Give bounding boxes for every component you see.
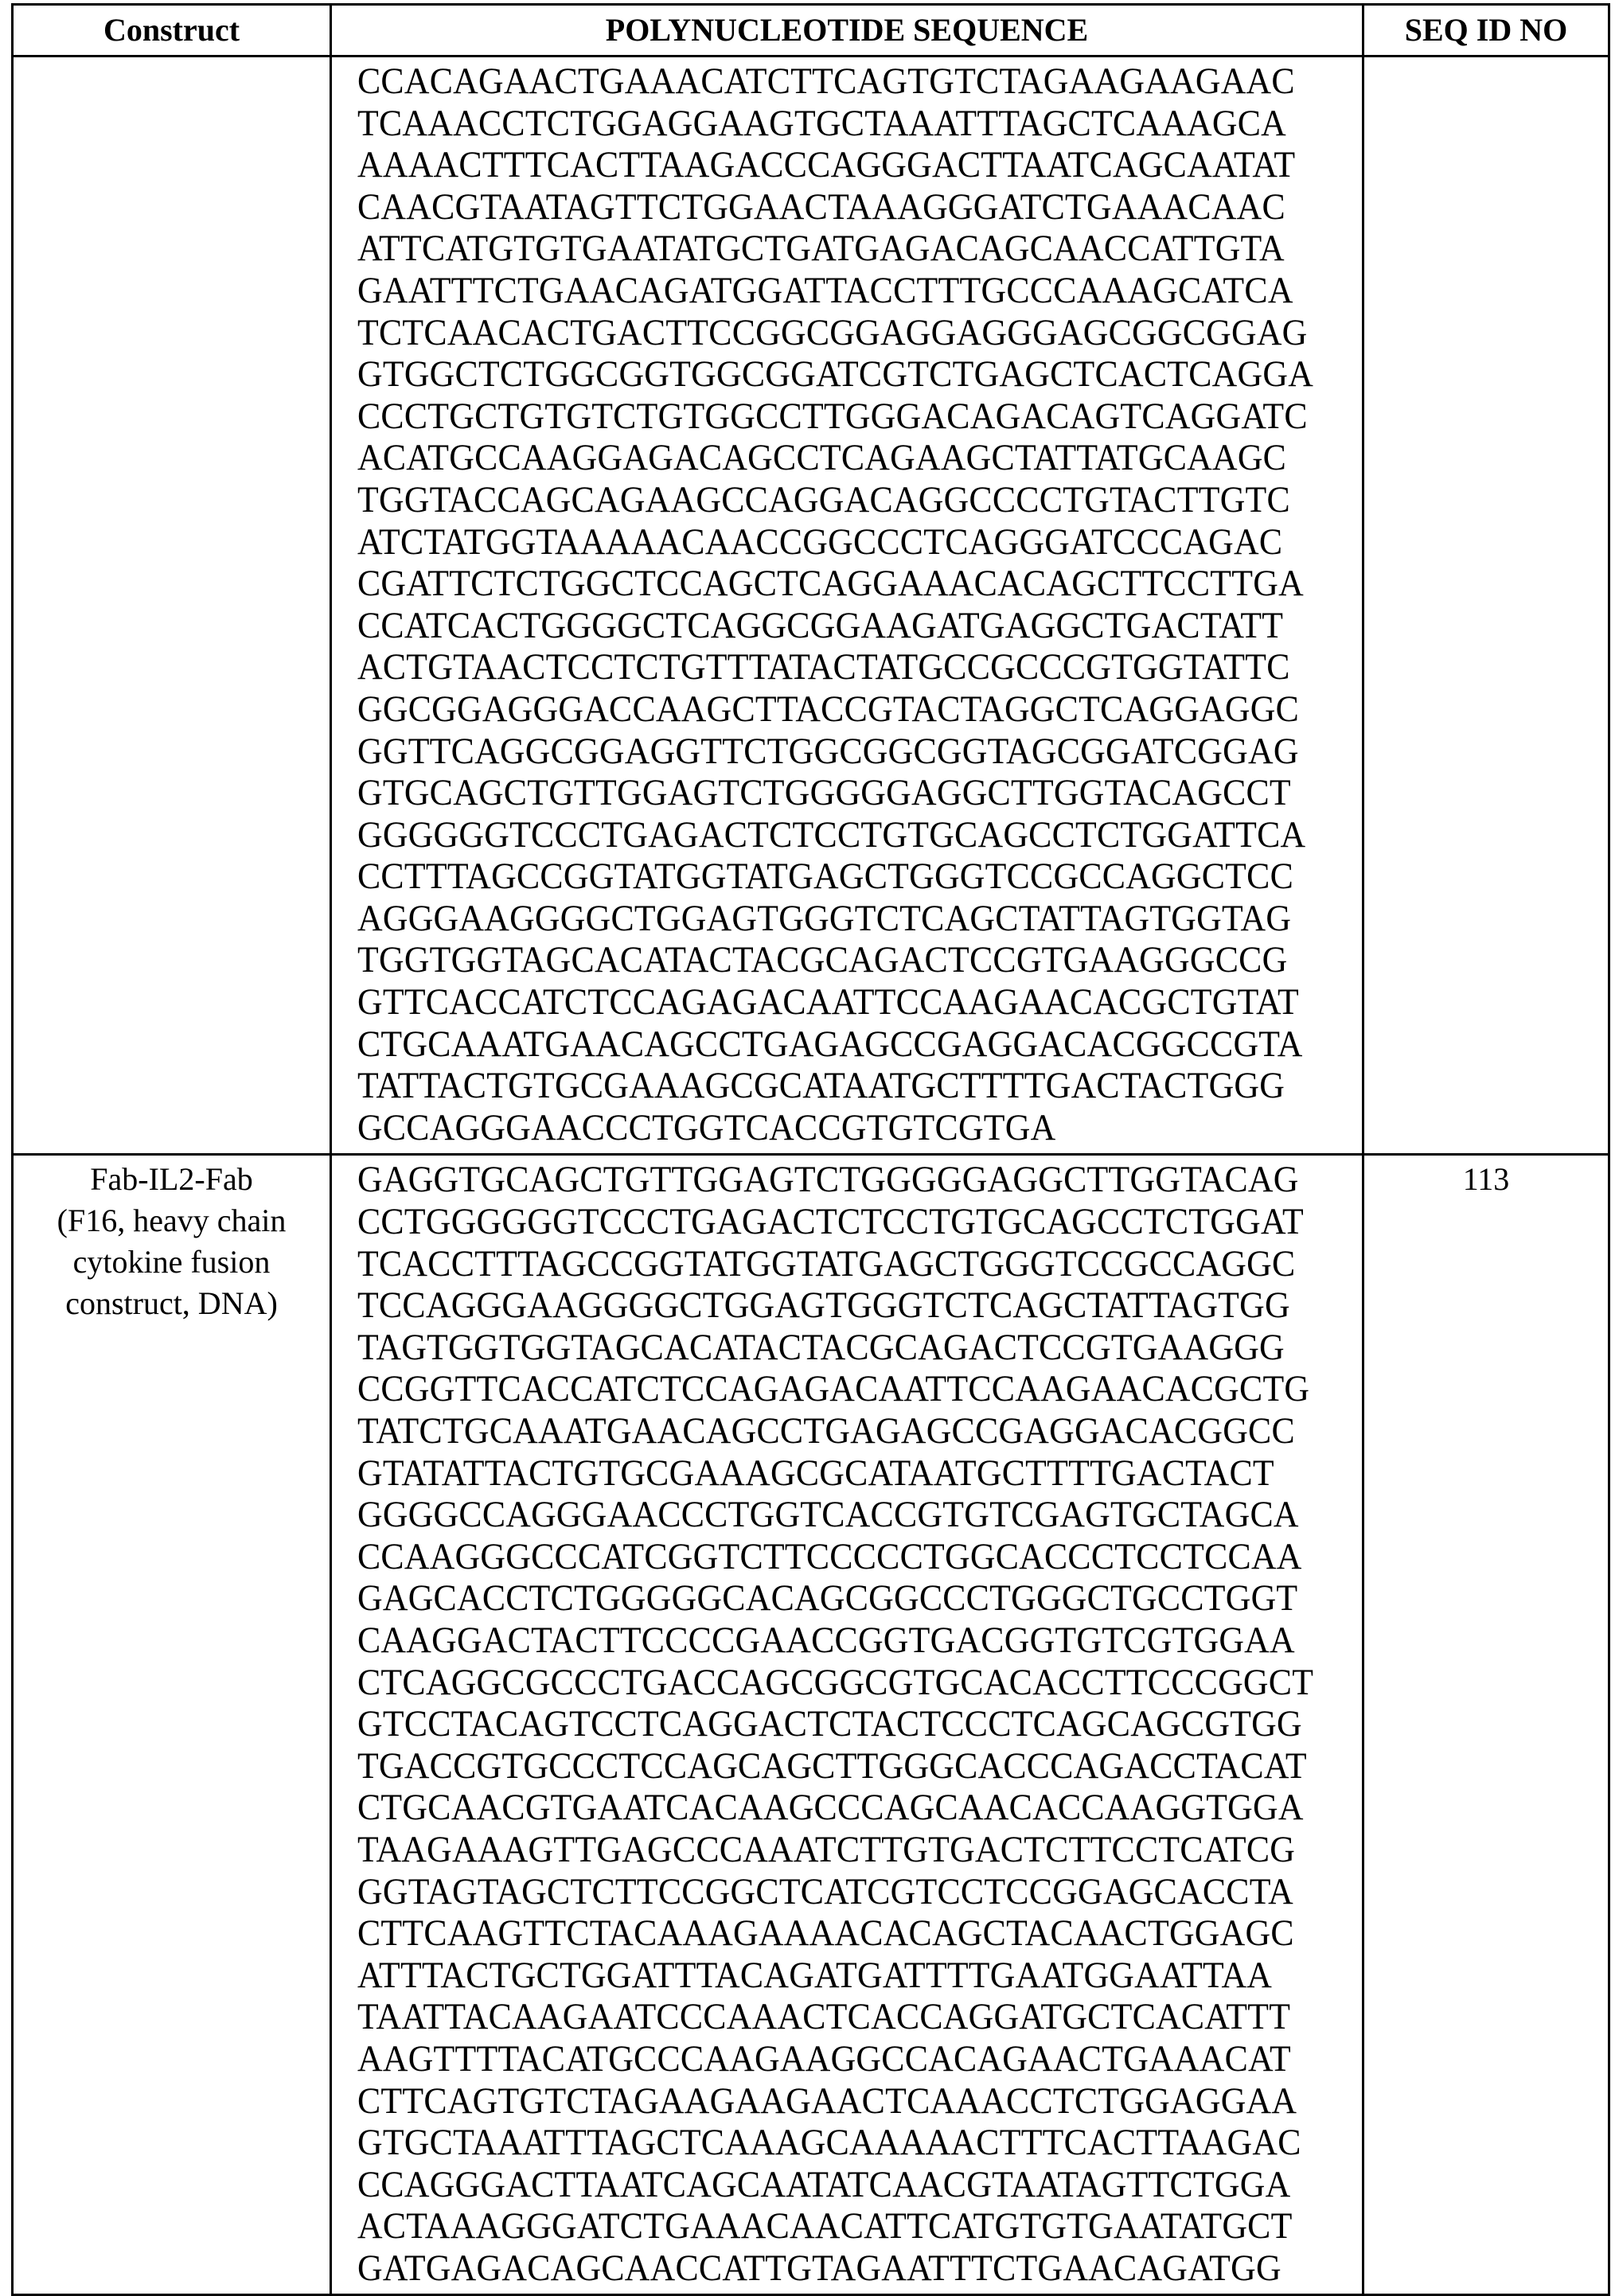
sequence-line: TATCTGCAAATGAACAGCCTGAGAGCCGAGGACACGGCC (357, 1410, 1292, 1452)
sequence-line: AAAACTTTCACTTAAGACCCAGGGACTTAATCAGCAATAT (357, 144, 1292, 186)
sequence-line: GTATATTACTGTGCGAAAGCGCATAATGCTTTTGACTACT (357, 1452, 1292, 1495)
sequence-line: CCTTTAGCCGGTATGGTATGAGCTGGGTCCGCCAGGCTCC (357, 856, 1292, 898)
sequence-cell (331, 57, 1363, 1155)
sequence-line: GCCAGGGAACCCTGGTCACCGTGTCGTGA (357, 1107, 1292, 1149)
sequence-line: GGGGCCAGGGAACCCTGGTCACCGTGTCGAGTGCTAGCA (357, 1494, 1292, 1536)
sequence-line: GAGCACCTCTGGGGGCACAGCGGCCCTGGGCTGCCTGGT (357, 1577, 1292, 1620)
sequence-line: ATTCATGTGTGAATATGCTGATGAGACAGCAACCATTGTA (357, 228, 1292, 270)
sequence-line: CGATTCTCTGGCTCCAGCTCAGGAAACACAGCTTCCTTGA (357, 563, 1292, 605)
sequence-line: TATTACTGTGCGAAAGCGCATAATGCTTTTGACTACTGGG (357, 1065, 1292, 1107)
sequence-line: ACTAAAGGGATCTGAAACAACATTCATGTGTGAATATGCT (357, 2205, 1292, 2247)
sequence-line: CCCTGCTGTGTCTGTGGCCTTGGGACAGACAGTCAGGATC (357, 396, 1292, 438)
sequence-line: ACTGTAACTCCTCTGTTTATACTATGCCGCCCGTGGTATTC (357, 646, 1292, 688)
sequence-line: CCGGTTCACCATCTCCAGAGACAATTCCAAGAACACGCTG (357, 1368, 1292, 1410)
sequence-line: CCACAGAACTGAAACATCTTCAGTGTCTAGAAGAAGAAC (357, 60, 1292, 103)
header-row (13, 5, 1609, 57)
sequence-line: CTCAGGCGCCCTGACCAGCGGCGTGCACACCTTCCCGGCT (357, 1662, 1292, 1704)
construct-cell (13, 1155, 331, 2295)
sequence-line: CCAAGGGCCCATCGGTCTTCCCCCTGGCACCCTCCTCCAA (357, 1536, 1292, 1578)
sequence-line: TGACCGTGCCCTCCAGCAGCTTGGGCACCCAGACCTACAT (357, 1745, 1292, 1787)
sequence-line: TCACCTTTAGCCGGTATGGTATGAGCTGGGTCCGCCAGGC (357, 1243, 1292, 1285)
sequence-line: CAAGGACTACTTCCCCGAACCGGTGACGGTGTCGTGGAA (357, 1620, 1292, 1662)
sequence-line: CTTCAAGTTCTACAAAGAAAACACAGCTACAACTGGAGC (357, 1912, 1292, 1955)
sequence-table (11, 3, 1610, 2296)
construct-label-line: cytokine fusion (14, 1242, 330, 1283)
seq-id-cell (1363, 57, 1609, 1155)
sequence-line: TCTCAACACTGACTTCCGGCGGAGGAGGGAGCGGCGGAG (357, 312, 1292, 354)
sequence-line: GGTTCAGGCGGAGGTTCTGGCGGCGGTAGCGGATCGGAG (357, 731, 1292, 773)
sequence-line: CAACGTAATAGTTCTGGAACTAAAGGGATCTGAAACAAC (357, 186, 1292, 228)
sequence-line: TCAAACCTCTGGAGGAAGTGCTAAATTTAGCTCAAAGCA (357, 103, 1292, 145)
sequence-line: CTGCAAATGAACAGCCTGAGAGCCGAGGACACGGCCGTA (357, 1023, 1292, 1066)
sequence-line: CTGCAACGTGAATCACAAGCCCAGCAACACCAAGGTGGA (357, 1787, 1292, 1829)
header-construct: Construct (13, 5, 331, 57)
sequence-line: GTGCTAAATTTAGCTCAAAGCAAAAACTTTCACTTAAGAC (357, 2122, 1292, 2164)
construct-label-line: construct, DNA) (14, 1283, 330, 1324)
sequence-line: CTTCAGTGTCTAGAAGAAGAACTCAAACCTCTGGAGGAA (357, 2080, 1292, 2123)
header-seq-id: SEQ ID NO (1363, 5, 1609, 57)
sequence-line: GTCCTACAGTCCTCAGGACTCTACTCCCTCAGCAGCGTGG (357, 1703, 1292, 1745)
table-row (13, 1155, 1609, 2295)
seq-id-cell: 113 (1363, 1155, 1609, 2295)
sequence-line: TAATTACAAGAATCCCAAACTCACCAGGATGCTCACATTT (357, 1996, 1292, 2038)
sequence-line: TGGTACCAGCAGAAGCCAGGACAGGCCCCTGTACTTGTC (357, 479, 1292, 521)
sequence-line: GAATTTCTGAACAGATGGATTACCTTTGCCCAAAGCATCA (357, 270, 1292, 312)
sequence-line: GTGCAGCTGTTGGAGTCTGGGGGAGGCTTGGTACAGCCT (357, 772, 1292, 814)
table-row (13, 57, 1609, 1155)
sequence-line: TAGTGGTGGTAGCACATACTACGCAGACTCCGTGAAGGG (357, 1327, 1292, 1369)
sequence-line: ATTTACTGCTGGATTTACAGATGATTTTGAATGGAATTAA (357, 1955, 1292, 1997)
sequence-line: CCAGGGACTTAATCAGCAATATCAACGTAATAGTTCTGGA (357, 2164, 1292, 2206)
sequence-line: GTTCACCATCTCCAGAGACAATTCCAAGAACACGCTGTAT (357, 981, 1292, 1023)
header-sequence: POLYNUCLEOTIDE SEQUENCE (331, 5, 1363, 57)
sequence-line: GGTAGTAGCTCTTCCGGCTCATCGTCCTCCGGAGCACCTA (357, 1871, 1292, 1913)
sequence-line: GGCGGAGGGACCAAGCTTACCGTACTAGGCTCAGGAGGC (357, 688, 1292, 731)
sequence-line: GAGGTGCAGCTGTTGGAGTCTGGGGGAGGCTTGGTACAG (357, 1159, 1292, 1201)
sequence-line: GGGGGGTCCCTGAGACTCTCCTGTGCAGCCTCTGGATTCA (357, 814, 1292, 856)
sequence-line: TGGTGGTAGCACATACTACGCAGACTCCGTGAAGGGCCG (357, 939, 1292, 981)
sequence-line: GATGAGACAGCAACCATTGTAGAATTTCTGAACAGATGG (357, 2247, 1292, 2290)
sequence-line: ATCTATGGTAAAAACAACCGGCCCTCAGGGATCCCAGAC (357, 521, 1292, 563)
sequence-cell (331, 1155, 1363, 2295)
construct-cell (13, 57, 331, 1155)
construct-label-line: Fab-IL2-Fab (14, 1159, 330, 1200)
sequence-line: CCTGGGGGGTCCCTGAGACTCTCCTGTGCAGCCTCTGGAT (357, 1201, 1292, 1243)
sequence-line: GTGGCTCTGGCGGTGGCGGATCGTCTGAGCTCACTCAGGA (357, 353, 1292, 396)
sequence-line: AGGGAAGGGGCTGGAGTGGGTCTCAGCTATTAGTGGTAG (357, 898, 1292, 940)
construct-label-line: (F16, heavy chain (14, 1200, 330, 1242)
sequence-line: ACATGCCAAGGAGACAGCCTCAGAAGCTATTATGCAAGC (357, 437, 1292, 479)
sequence-line: TCCAGGGAAGGGGCTGGAGTGGGTCTCAGCTATTAGTGG (357, 1284, 1292, 1327)
sequence-line: CCATCACTGGGGCTCAGGCGGAAGATGAGGCTGACTATT (357, 605, 1292, 647)
sequence-line: TAAGAAAGTTGAGCCCAAATCTTGTGACTCTTCCTCATCG (357, 1829, 1292, 1871)
sequence-line: AAGTTTTACATGCCCAAGAAGGCCACAGAACTGAAACAT (357, 2038, 1292, 2080)
